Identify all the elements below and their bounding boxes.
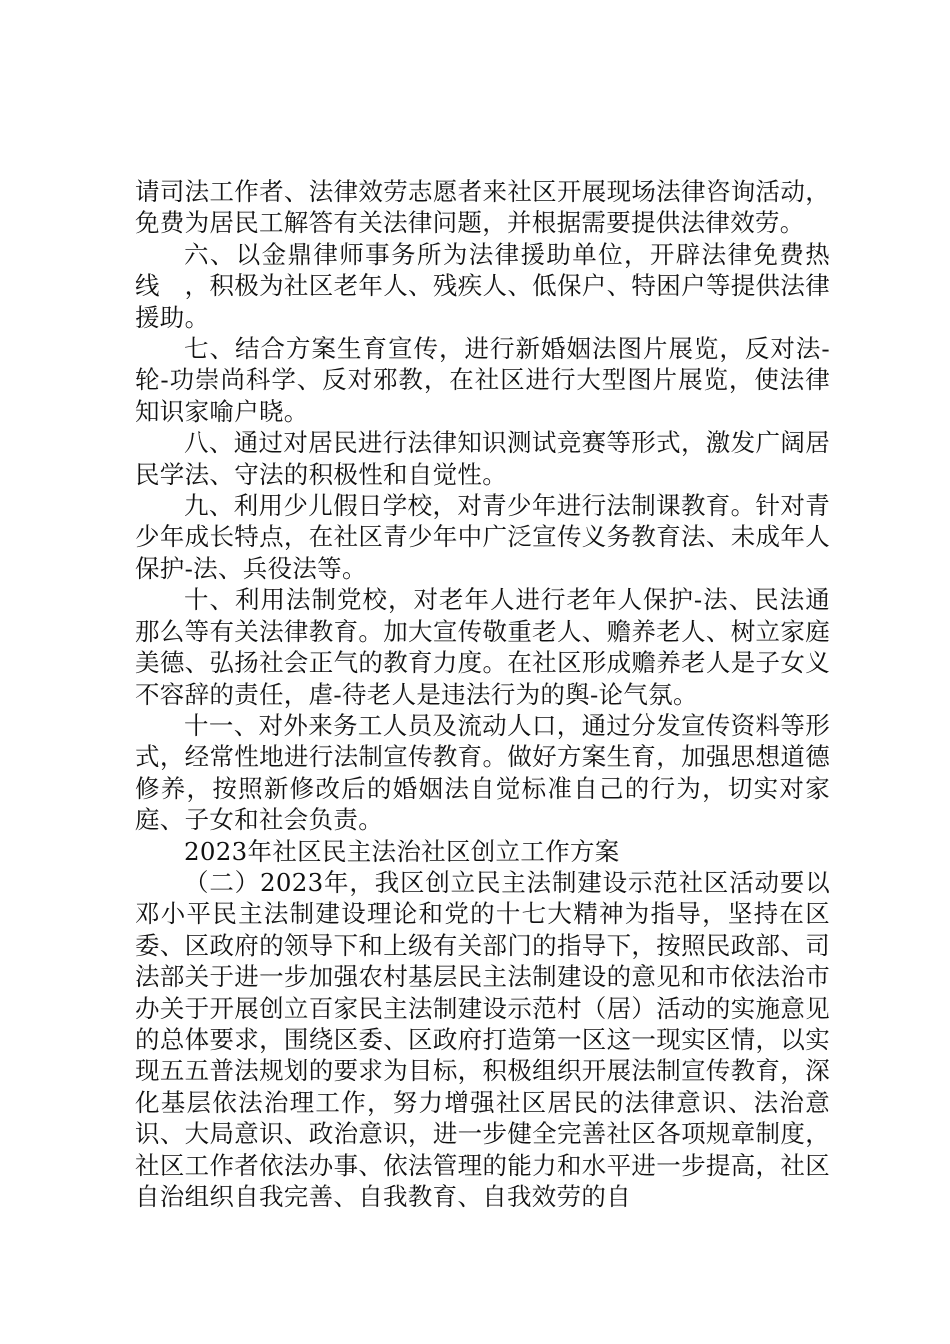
paragraph-item-9: 九、利用少儿假日学校，对青少年进行法制课教育。针对青少年成长特点，在社区青少年中广泛宣传义务教育法、未成年人保护-法、兵役法等。	[135, 491, 830, 583]
document-body	[135, 176, 830, 1212]
paragraph-item-7: 七、结合方案生育宣传，进行新婚姻法图片展览，反对法-轮-功崇尚科学、反对邪教，在社区进行大型图片展览，使法律知识家喻户晓。	[135, 334, 830, 426]
paragraph-item-6: 六、以金鼎律师事务所为法律援助单位，开辟法律免费热线 ，积极为社区老年人、残疾人、低保户、特困户等提供法律援助。	[135, 239, 830, 332]
paragraph-section-2: （二）2023年，我区创立民主法制建设示范社区活动要以邓小平民主法制建设理论和党的十七大精神为指导，坚持在区委、区政府的领导下和上级有关部门的指导下，按照民政部、司法部关于进一步加强农村基层民主法制建设的意见和市依法治市办关于开展创立百家民主法制建设示范村（居）活动的实施意见的总体要求，围绕区委、区政府打造第一区这一现实区情，以实现五五普法规划的要求为目标，积极组织开展法制宣传教育，深化基层依法治理工作，努力增强社区居民的法律意识、法治意识、大局意识、政治意识，进一步健全完善社区各项规章制度，社区工作者依法办事、依法管理的能力和水平进一步提高，社区自治组织自我完善、自我教育、自我效劳的自	[135, 867, 830, 1211]
paragraph-continuation: 请司法工作者、法律效劳志愿者来社区开展现场法律咨询活动，免费为居民工解答有关法律问题，并根据需要提供法律效劳。	[135, 177, 830, 238]
paragraph-item-11: 十一、对外来务工人员及流动人口，通过分发宣传资料等形式，经常性地进行法制宣传教育。做好方案生育，加强思想道德修养，按照新修改后的婚姻法自觉标准自己的行为，切实对家庭、子女和社会负责。	[135, 710, 830, 835]
section-title: 2023年社区民主法治社区创立工作方案	[184, 836, 620, 866]
paragraph-item-10: 十、利用法制党校，对老年人进行老年人保护-法、民法通那么等有关法律教育。加大宣传敬重老人、赡养老人、树立家庭美德、弘扬社会正气的教育力度。在社区形成赡养老人是子女义不容辞的责任，虐-待老人是违法行为的舆-论气氛。	[135, 585, 830, 709]
paragraph-item-8: 八、通过对居民进行法律知识测试竞赛等形式，激发广阔居民学法、守法的积极性和自觉性。	[135, 428, 830, 489]
